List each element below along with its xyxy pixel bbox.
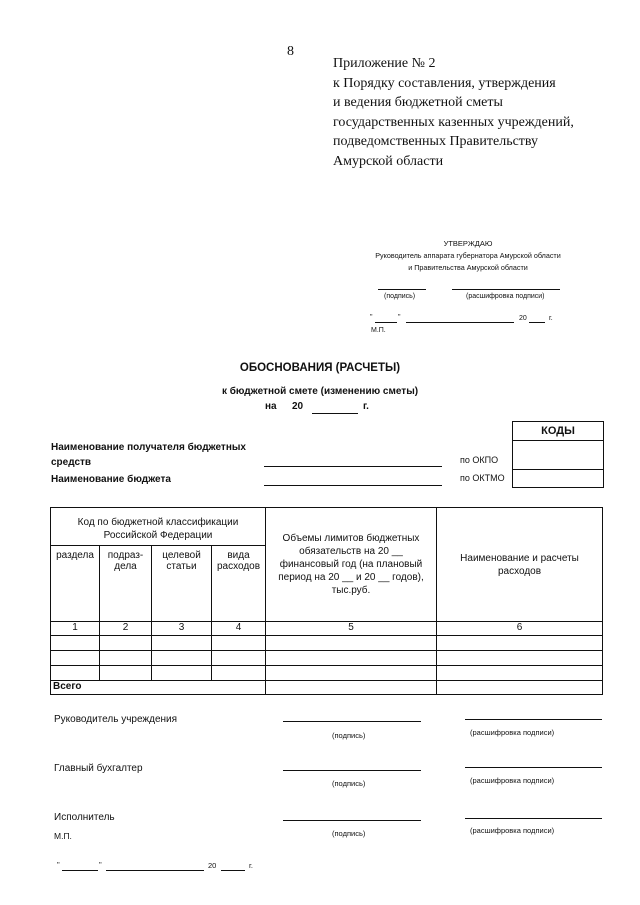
table-total-label: Всего	[51, 681, 266, 695]
table-col4-header: вида расходов	[212, 546, 266, 622]
okpo-label: по ОКПО	[460, 455, 499, 465]
approval-year-prefix: 20	[519, 315, 527, 322]
appendix-line: подведомственных Правительству	[333, 134, 539, 149]
table-row[interactable]	[51, 651, 603, 666]
approval-stamp: М.П.	[371, 327, 386, 334]
approval-decode-line	[452, 289, 560, 290]
approval-day-line	[375, 322, 397, 323]
signature-accountant-decode-line[interactable]	[465, 767, 602, 768]
table-col5-header: Объемы лимитов бюджетных обязательств на 20 __ финансовый год (на плановый период на 20 __ и 20 __ годов), тыс.руб.	[266, 508, 437, 622]
page-number: 8	[287, 44, 294, 59]
table-group-header: Код по бюджетной классификации Российской Федерации	[51, 508, 266, 546]
document-subtitle: к бюджетной смете (изменению сметы)	[221, 386, 419, 397]
date-month-line[interactable]	[106, 870, 204, 871]
date-year-line[interactable]	[221, 870, 245, 871]
table-row[interactable]	[51, 636, 603, 651]
signature-executor-decode-line[interactable]	[465, 818, 602, 819]
approval-decode-caption: (расшифровка подписи)	[466, 293, 545, 300]
table-col2-header: подраз- дела	[100, 546, 152, 622]
title-year-line	[312, 413, 358, 414]
oktmo-label: по ОКТМО	[460, 473, 505, 483]
appendix-line: Амурской области	[333, 153, 444, 169]
table-col-number: 6	[437, 622, 603, 636]
appendix-line: Приложение № 2	[333, 56, 436, 71]
recipient-label-line2: средств	[51, 457, 92, 468]
table-col-number: 4	[212, 622, 266, 636]
appendix-block	[333, 54, 574, 171]
table-col-number: 5	[266, 622, 437, 636]
approval-month-line	[406, 322, 514, 323]
date-quote-open: "	[57, 860, 60, 869]
budget-input-line[interactable]	[264, 485, 442, 486]
date-quote-close: "	[99, 860, 102, 869]
table-col3-header: целевой статьи	[152, 546, 212, 622]
table-total-value[interactable]	[266, 681, 437, 695]
signature-head-sign-caption: (подпись)	[332, 731, 366, 740]
date-year-prefix: 20	[208, 861, 217, 870]
signature-accountant-sign-line[interactable]	[283, 770, 421, 771]
signature-head-sign-line[interactable]	[283, 721, 421, 722]
approval-year-suffix: г.	[549, 315, 553, 322]
approval-position-line1: Руководитель аппарата губернатора Амурской области	[375, 251, 561, 260]
recipient-label-line1: Наименование получателя бюджетных	[51, 442, 246, 453]
budget-label: Наименование бюджета	[51, 474, 171, 485]
signature-executor-sign-caption: (подпись)	[332, 829, 366, 838]
signature-head-decode-caption: (расшифровка подписи)	[470, 728, 555, 737]
table-col6-header: Наименование и расчеты расходов	[437, 508, 603, 622]
table-total-row	[51, 681, 603, 695]
approval-sign-caption: (подпись)	[384, 293, 416, 300]
approval-position-line2: и Правительства Амурской области	[408, 263, 528, 272]
signature-executor-decode-caption: (расшифровка подписи)	[470, 826, 555, 835]
signature-accountant-sign-caption: (подпись)	[332, 779, 366, 788]
signature-stamp: М.П.	[54, 831, 72, 841]
codes-box	[512, 421, 604, 488]
appendix-line: к Порядку составления, утверждения	[333, 75, 556, 91]
budget-table	[50, 507, 603, 695]
approval-sign-line	[378, 289, 426, 290]
title-year-prefix: 20	[292, 401, 304, 412]
approval-quote-open: "	[370, 314, 373, 321]
signature-executor-label: Исполнитель	[54, 812, 115, 823]
approval-head: УТВЕРЖДАЮ	[443, 239, 493, 248]
approval-block	[370, 238, 566, 274]
title-year-suffix: г.	[363, 401, 369, 412]
signature-head-decode-line[interactable]	[465, 719, 602, 720]
codes-oktmo-cell[interactable]	[513, 469, 603, 487]
table-row[interactable]	[51, 666, 603, 681]
recipient-input-line[interactable]	[264, 466, 442, 467]
signature-executor-sign-line[interactable]	[283, 820, 421, 821]
table-col1-header: раздела	[51, 546, 100, 622]
signature-head-label: Руководитель учреждения	[54, 714, 178, 725]
date-year-suffix: г.	[249, 861, 253, 870]
codes-okpo-cell[interactable]	[513, 440, 603, 469]
date-day-line[interactable]	[62, 870, 98, 871]
signature-accountant-decode-caption: (расшифровка подписи)	[470, 776, 555, 785]
table-col-number: 2	[100, 622, 152, 636]
signature-accountant-label: Главный бухгалтер	[54, 763, 143, 774]
approval-year-line	[529, 322, 545, 323]
table-col-number: 1	[51, 622, 100, 636]
appendix-line: и ведения бюджетной сметы	[333, 95, 503, 110]
approval-quote-close: "	[398, 314, 401, 321]
appendix-line: государственных казенных учреждений,	[333, 114, 574, 130]
table-col-number: 3	[152, 622, 212, 636]
document-title: ОБОСНОВАНИЯ (РАСЧЕТЫ)	[239, 362, 401, 374]
codes-header: КОДЫ	[541, 425, 575, 437]
title-on: на	[265, 401, 277, 412]
